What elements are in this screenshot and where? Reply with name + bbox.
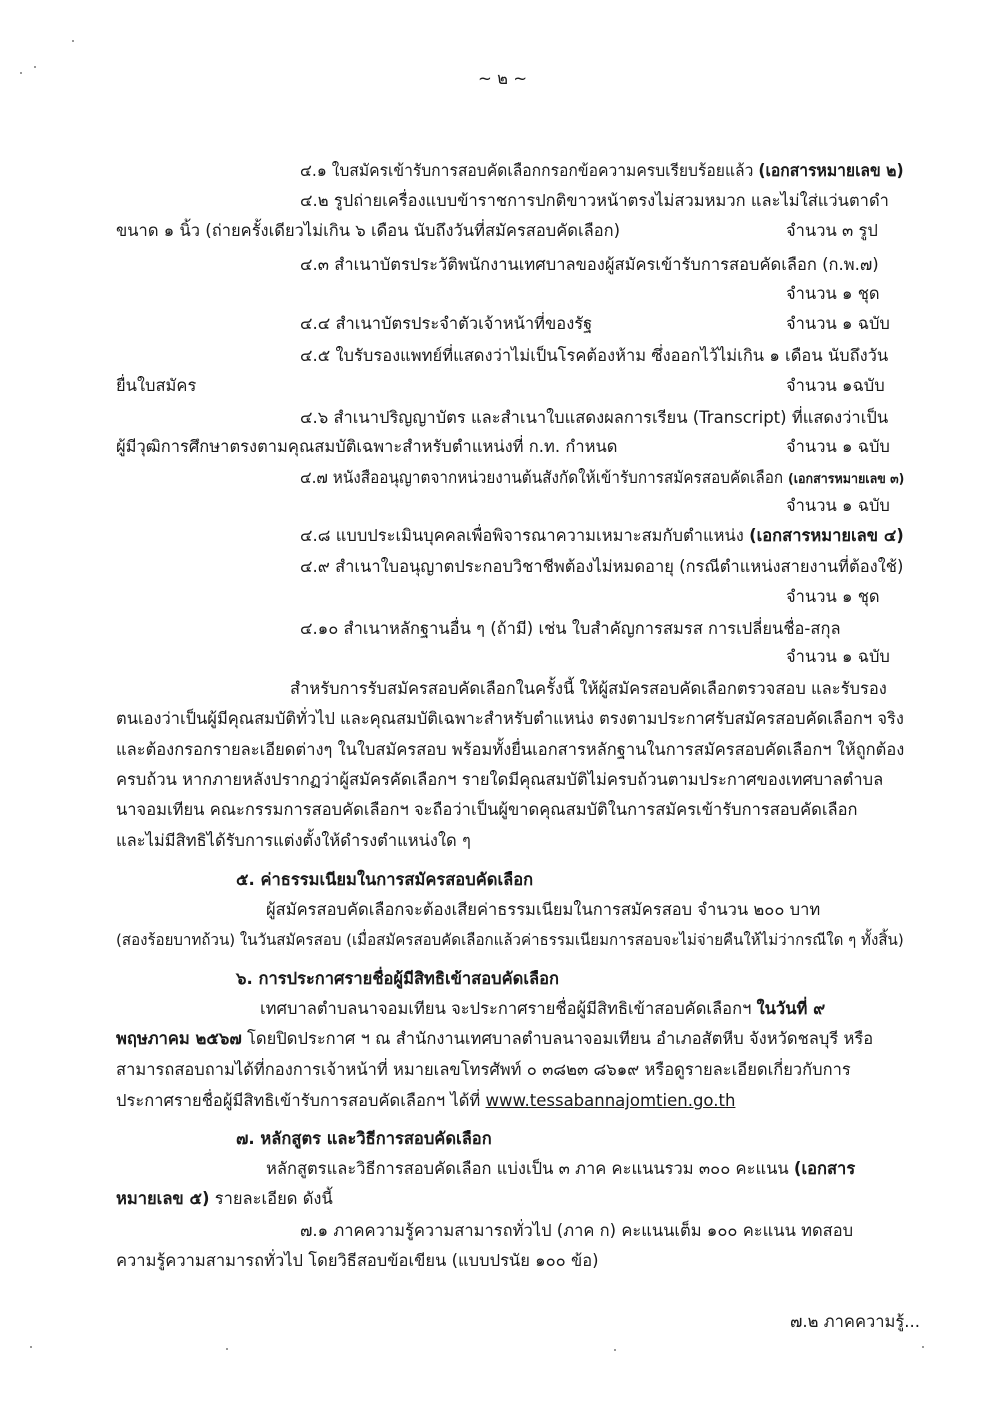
scan-speck: [34, 66, 36, 68]
section-7-ref: หมายเลข ๕): [116, 1189, 210, 1208]
website-link[interactable]: www.tessabannajomtien.go.th: [485, 1091, 736, 1110]
section-7-1-line: ความรู้ความสามารถทั่วไป โดยวิธีสอบข้อเขียน (แบบปรนัย ๑๐๐ ข้อ): [116, 1251, 599, 1270]
scan-speck: [614, 1349, 616, 1351]
section-7-text: รายละเอียด ดังนี้: [214, 1189, 333, 1208]
scan-speck: [20, 72, 22, 74]
item-4-1-text: ๔.๑ ใบสมัครเข้ารับการสอบคัดเลือกกรอกข้อความครบเรียบร้อยแล้ว: [300, 161, 754, 180]
item-4-1: [300, 160, 904, 182]
item-4-5-line1: ๔.๕ ใบรับรองแพทย์ที่แสดงว่าไม่เป็นโรคต้องห้าม ซึ่งออกไว้ไม่เกิน ๑ เดือน นับถึงวัน: [300, 346, 889, 365]
section-6-line: [116, 1028, 873, 1050]
continuation-note: ๗.๒ ภาคความรู้...: [790, 1312, 920, 1331]
item-4-9: ๔.๙ สำเนาใบอนุญาตประกอบวิชาชีพต้องไม่หมดอายุ (กรณีตำแหน่งสายงานที่ต้องใช้): [300, 557, 904, 576]
item-4-7: [300, 467, 904, 490]
item-4-2-line2: ขนาด ๑ นิ้ว (ถ่ายครั้งเดียวไม่เกิน ๖ เดือน นับถึงวันที่สมัครสอบคัดเลือก): [116, 221, 621, 240]
item-4-7-ref: (เอกสารหมายเลข ๓): [788, 471, 905, 487]
section-6-line: สามารถสอบถามได้ที่กองการเจ้าหน้าที่ หมายเลขโทรศัพท์ ๐ ๓๘๒๓ ๘๖๑๙ หรือดูรายละเอียดเกี่ยวกับการ: [116, 1060, 851, 1079]
item-4-7-qty: จำนวน ๑ ฉบับ: [786, 496, 890, 515]
item-4-5-qty: จำนวน ๑ฉบับ: [786, 376, 885, 395]
section-6-text: เทศบาลตำบลนาจอมเทียน จะประกาศรายชื่อผู้มีสิทธิเข้าสอบคัดเลือกฯ: [260, 999, 752, 1018]
section-7-text: หลักสูตรและวิธีการสอบคัดเลือก แบ่งเป็น ๓ ภาค คะแนนรวม ๓๐๐ คะแนน: [266, 1159, 789, 1178]
para-cert-line: และต้องกรอกรายละเอียดต่างๆ ในใบสมัครสอบ พร้อมทั้งยื่นเอกสารหลักฐานในการสมัครสอบคัดเลือกฯ ให้ถูกต้อง: [116, 740, 905, 759]
para-cert-line: นาจอมเทียน คณะกรรมการสอบคัดเลือกฯ จะถือว่าเป็นผู้ขาดคุณสมบัติในการสมัครเข้ารับการสอบคัดเลือก: [116, 800, 858, 819]
item-4-3: ๔.๓ สำเนาบัตรประวัติพนักงานเทศบาลของผู้สมัครเข้ารับการสอบคัดเลือก (ก.พ.๗): [300, 255, 879, 274]
section-6-line: [116, 1090, 735, 1112]
item-4-8-text: ๔.๘ แบบประเมินบุคคลเพื่อพิจารณาความเหมาะสมกับตำแหน่ง: [300, 526, 744, 545]
section-7-heading: ๗. หลักสูตร และวิธีการสอบคัดเลือก: [236, 1129, 492, 1148]
item-4-1-ref: (เอกสารหมายเลข ๒): [758, 161, 904, 180]
section-6-heading: ๖. การประกาศรายชื่อผู้มีสิทธิเข้าสอบคัดเลือก: [236, 969, 560, 988]
item-4-6-line1: ๔.๖ สำเนาปริญญาบัตร และสำเนาใบแสดงผลการเรียน (Transcript) ที่แสดงว่าเป็น: [300, 408, 889, 427]
section-5-heading: ๕. ค่าธรรมเนียมในการสมัครสอบคัดเลือก: [236, 870, 534, 889]
section-7-line: [116, 1188, 333, 1210]
item-4-9-qty: จำนวน ๑ ชุด: [786, 587, 880, 606]
para-cert-line: ครบถ้วน หากภายหลังปรากฏว่าผู้สมัครคัดเลือกฯ รายใดมีคุณสมบัติไม่ครบถ้วนตามประกาศของเทศบาลตำบล: [116, 770, 884, 789]
item-4-6-qty: จำนวน ๑ ฉบับ: [786, 437, 890, 456]
item-4-2-qty: จำนวน ๓ รูป: [786, 221, 878, 240]
item-4-8: [300, 525, 904, 547]
scan-speck: [30, 1346, 32, 1348]
scan-speck: [72, 40, 74, 42]
section-7-line: [266, 1158, 855, 1180]
scan-speck: [226, 1348, 228, 1350]
para-cert-line: ตนเองว่าเป็นผู้มีคุณสมบัติทั่วไป และคุณสมบัติเฉพาะสำหรับตำแหน่ง ตรงตามประกาศรับสมัครสอบคัดเลือกฯ จริง: [116, 709, 904, 728]
section-5-line: ผู้สมัครสอบคัดเลือกจะต้องเสียค่าธรรมเนียมในการสมัครสอบ จำนวน ๒๐๐ บาท: [266, 900, 821, 919]
item-4-4: ๔.๔ สำเนาบัตรประจำตัวเจ้าหน้าที่ของรัฐ: [300, 314, 593, 333]
item-4-3-qty: จำนวน ๑ ชุด: [786, 284, 880, 303]
item-4-10-qty: จำนวน ๑ ฉบับ: [786, 647, 890, 666]
item-4-5-line2: ยื่นใบสมัคร: [116, 376, 197, 395]
section-6-date: ในวันที่ ๙: [756, 999, 826, 1018]
item-4-8-ref: (เอกสารหมายเลข ๔): [749, 526, 904, 545]
item-4-2-line1: ๔.๒ รูปถ่ายเครื่องแบบข้าราชการปกติขาวหน้าตรงไม่สวมหมวก และไม่ใส่แว่นตาดำ: [300, 191, 889, 210]
scan-speck: [922, 1346, 924, 1348]
section-7-1-line: ๗.๑ ภาคความรู้ความสามารถทั่วไป (ภาค ก) คะแนนเต็ม ๑๐๐ คะแนน ทดสอบ: [300, 1221, 854, 1240]
section-7-ref: (เอกสาร: [793, 1159, 856, 1178]
section-5-line: (สองร้อยบาทถ้วน) ในวันสมัครสอบ (เมื่อสมัครสอบคัดเลือกแล้วค่าธรรมเนียมการสอบจะไม่จ่ายคืนให้ไม่ว่ากรณีใด ๆ ทั้งสิ้น): [116, 931, 904, 949]
item-4-4-qty: จำนวน ๑ ฉบับ: [786, 314, 890, 333]
section-6-month: พฤษภาคม ๒๕๖๗: [116, 1029, 242, 1048]
para-cert-line: สำหรับการรับสมัครสอบคัดเลือกในครั้งนี้ ให้ผู้สมัครสอบคัดเลือกตรวจสอบ และรับรอง: [290, 679, 887, 698]
section-6-text: โดยปิดประกาศ ฯ ณ สำนักงานเทศบาลตำบลนาจอมเทียน อำเภอสัตหีบ จังหวัดชลบุรี หรือ: [247, 1029, 874, 1048]
item-4-6-line2: ผู้มีวุฒิการศึกษาตรงตามคุณสมบัติเฉพาะสำหรับตำแหน่งที่ ก.ท. กำหนด: [116, 437, 618, 456]
item-4-7-text: ๔.๗ หนังสืออนุญาตจากหน่วยงานต้นสังกัดให้เข้ารับการสมัครสอบคัดเลือก: [300, 468, 784, 487]
para-cert-line: และไม่มีสิทธิได้รับการแต่งตั้งให้ดำรงตำแหน่งใด ๆ: [116, 831, 471, 850]
section-6-line: [260, 998, 825, 1020]
page-number: ~ ๒ ~: [478, 69, 528, 88]
section-6-text: ประกาศรายชื่อผู้มีสิทธิเข้ารับการสอบคัดเลือกฯ ได้ที่: [116, 1091, 481, 1110]
item-4-10: ๔.๑๐ สำเนาหลักฐานอื่น ๆ (ถ้ามี) เช่น ใบสำคัญการสมรส การเปลี่ยนชื่อ-สกุล: [300, 619, 841, 638]
